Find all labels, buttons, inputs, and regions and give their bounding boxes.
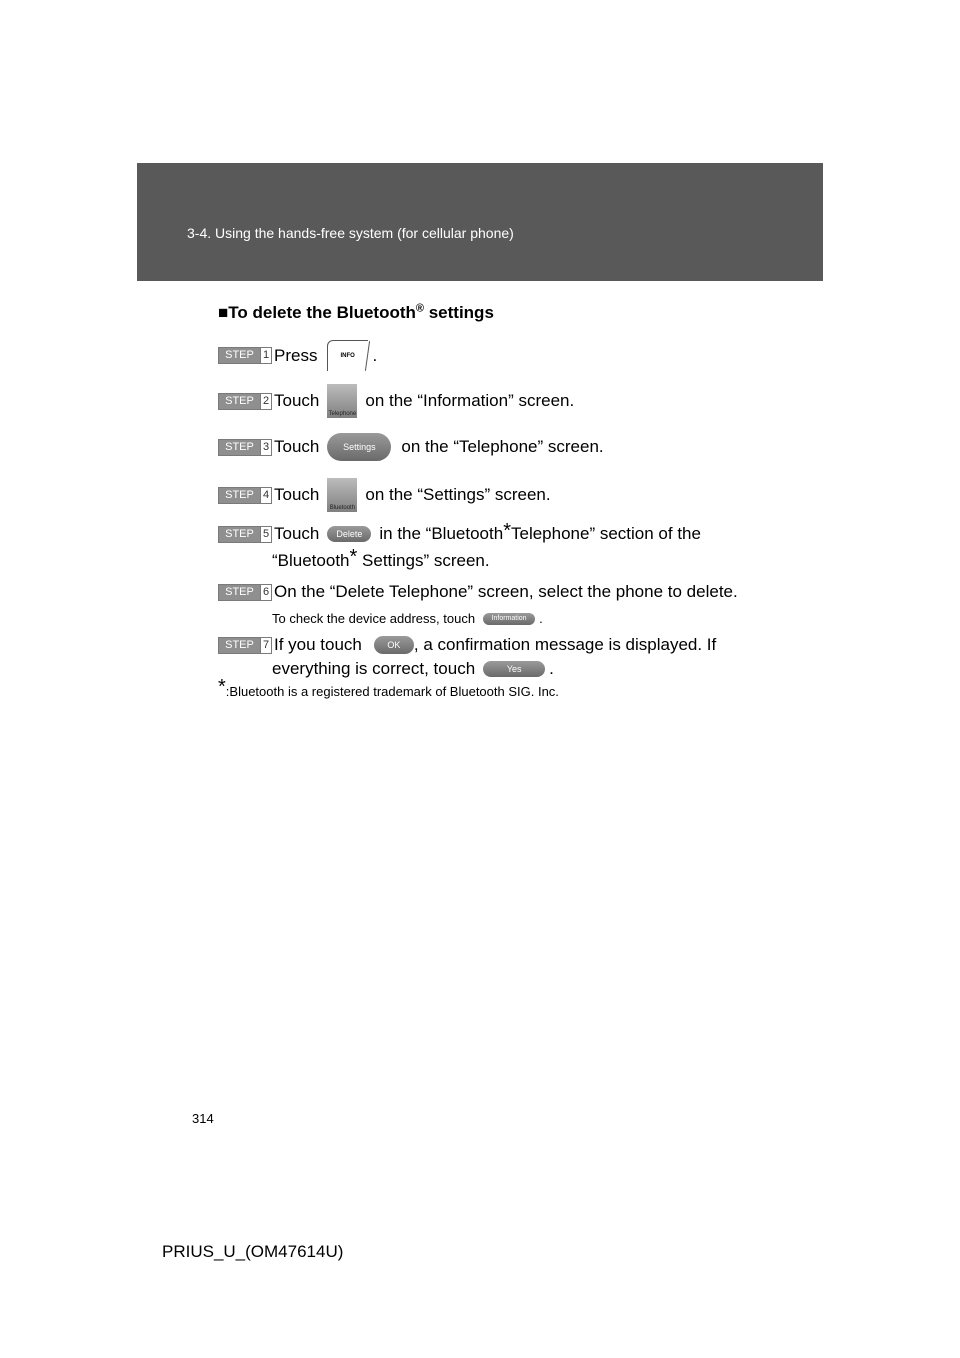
step-text: Touch bbox=[274, 524, 320, 543]
step-text: Touch bbox=[274, 437, 320, 456]
step-badge: STEP 6 bbox=[218, 584, 272, 601]
asterisk-mark: * bbox=[349, 546, 358, 568]
step-text: If you touch bbox=[274, 635, 362, 654]
step-badge: STEP 3 bbox=[218, 439, 272, 456]
step-4 bbox=[218, 478, 551, 512]
step-badge: STEP 7 bbox=[218, 637, 272, 654]
asterisk-mark: * bbox=[218, 676, 226, 698]
step-7 bbox=[218, 635, 716, 655]
step-1 bbox=[218, 340, 377, 371]
step-6 bbox=[218, 582, 738, 602]
step-text: in the “Bluetooth bbox=[379, 524, 504, 543]
info-key-icon: INFO bbox=[327, 340, 368, 371]
title-suffix: settings bbox=[424, 303, 494, 322]
yes-button-icon: Yes bbox=[483, 661, 545, 677]
step-badge: STEP 2 bbox=[218, 393, 272, 410]
step-6-note: To check the device address, touch Information . bbox=[272, 611, 543, 626]
title-prefix: ■To delete the Bluetooth bbox=[218, 303, 416, 322]
step-5: STEP 5 Touch Delete in the “Bluetooth * Telephone” section of the bbox=[218, 524, 701, 544]
section-title: 3-4. Using the hands-free system (for cellular phone) bbox=[187, 225, 514, 241]
step-badge: STEP 1 bbox=[218, 347, 272, 364]
step-text: , a confirmation message is displayed. If bbox=[413, 635, 717, 654]
step-2 bbox=[218, 384, 574, 418]
step-text: On the “Delete Telephone” screen, select the phone to delete. bbox=[274, 582, 738, 601]
information-button-icon: Information bbox=[483, 613, 535, 625]
telephone-button-icon: Telephone bbox=[327, 384, 357, 418]
step-text: on the “Telephone” screen. bbox=[401, 437, 604, 456]
page-number: 314 bbox=[192, 1111, 214, 1126]
procedure-title bbox=[218, 303, 494, 323]
step-text: Press bbox=[274, 345, 318, 365]
step-5-continuation: “Bluetooth* Settings” screen. bbox=[272, 546, 490, 570]
delete-button-icon: Delete bbox=[327, 526, 371, 542]
step-7-continuation: everything is correct, touch Yes . bbox=[272, 659, 554, 678]
step-3 bbox=[218, 433, 604, 461]
footnote: *:Bluetooth is a registered trademark of Bluetooth SIG. Inc. bbox=[218, 676, 559, 699]
step-text: Touch bbox=[274, 485, 320, 504]
document-code: PRIUS_U_(OM47614U) bbox=[162, 1242, 344, 1261]
ok-button-icon: OK bbox=[374, 636, 414, 654]
step-text: Telephone” section of the bbox=[510, 524, 701, 543]
step-text: on the “Information” screen. bbox=[365, 391, 575, 410]
step-text: on the “Settings” screen. bbox=[365, 485, 551, 504]
step-badge: STEP 5 bbox=[218, 526, 272, 543]
step-text: . bbox=[372, 345, 378, 365]
section-header-bar bbox=[137, 163, 823, 281]
step-badge: STEP 4 bbox=[218, 487, 272, 504]
step-text: Touch bbox=[274, 391, 320, 410]
settings-button-icon: Settings bbox=[327, 433, 391, 461]
registered-mark: ® bbox=[415, 302, 424, 315]
bluetooth-button-icon: Bluetooth bbox=[327, 478, 357, 512]
